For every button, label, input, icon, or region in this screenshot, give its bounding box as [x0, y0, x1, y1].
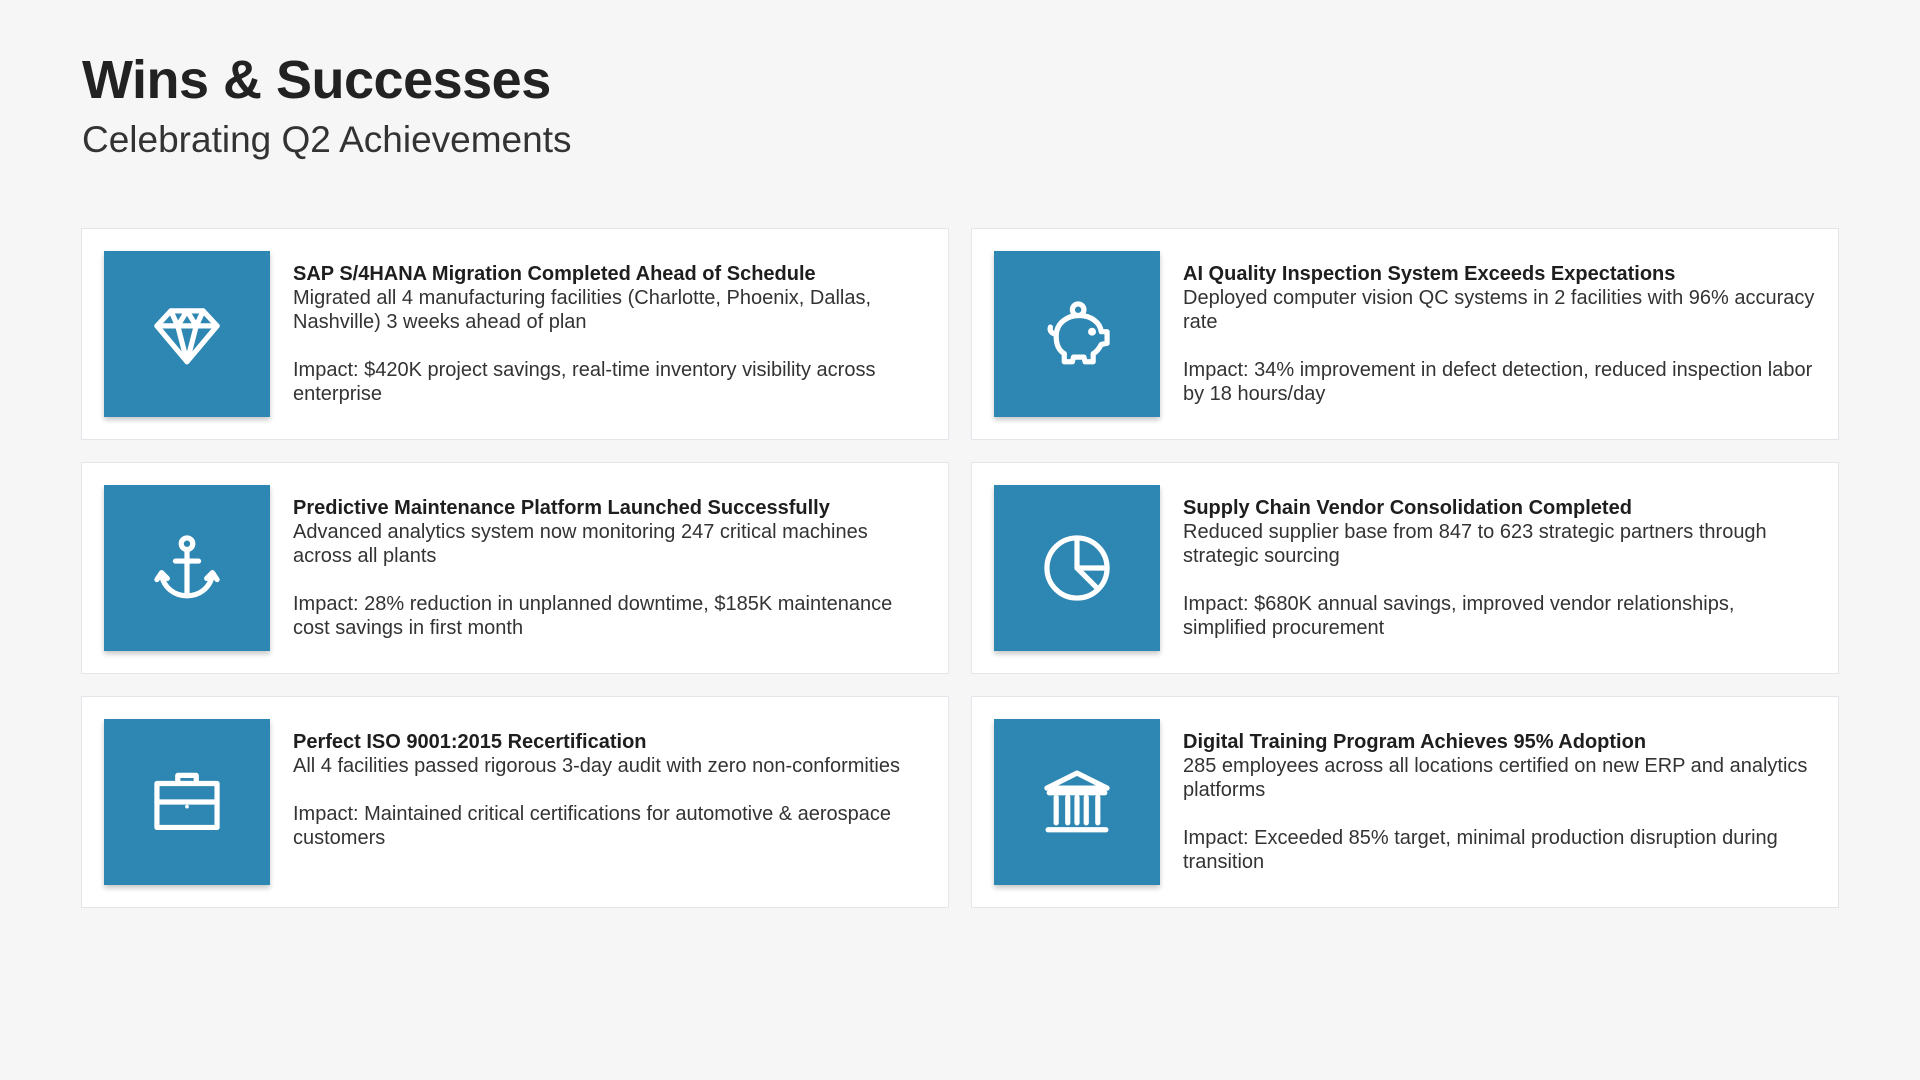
- win-description: Deployed computer vision QC systems in 2 facilities with 96% accuracy rate: [1183, 287, 1815, 333]
- bank-building-icon: [994, 719, 1160, 885]
- win-card: [81, 696, 949, 908]
- diamond-icon: [104, 251, 270, 417]
- win-impact: Impact: Maintained critical certifications for automotive & aerospace customers: [293, 803, 892, 849]
- win-impact: Impact: Exceeded 85% target, minimal production disruption during transition: [1183, 827, 1778, 873]
- win-title: Perfect ISO 9001:2015 Recertification: [293, 731, 647, 753]
- win-title: Digital Training Program Achieves 95% Adoption: [1183, 731, 1647, 753]
- win-title: AI Quality Inspection System Exceeds Expectations: [1183, 263, 1676, 285]
- win-description: Advanced analytics system now monitoring 247 critical machines across all plants: [293, 521, 868, 567]
- win-impact: Impact: $680K annual savings, improved vendor relationships, simplified procurement: [1183, 593, 1735, 639]
- win-card: [971, 462, 1839, 674]
- win-card: [971, 696, 1839, 908]
- wins-grid: [81, 228, 1841, 908]
- pie-chart-icon: [994, 485, 1160, 651]
- win-card: [81, 228, 949, 440]
- piggy-bank-icon: [994, 251, 1160, 417]
- win-impact: Impact: $420K project savings, real-time inventory visibility across enterprise: [293, 359, 876, 405]
- win-title: Predictive Maintenance Platform Launched Successfully: [293, 497, 830, 519]
- win-impact: Impact: 34% improvement in defect detection, reduced inspection labor by 18 hours/day: [1183, 359, 1813, 405]
- anchor-icon: [104, 485, 270, 651]
- page-subtitle: Celebrating Q2 Achievements: [82, 119, 572, 160]
- win-description: Migrated all 4 manufacturing facilities (Charlotte, Phoenix, Dallas, Nashville) 3 weeks ahead of plan: [293, 287, 872, 333]
- win-description: All 4 facilities passed rigorous 3-day audit with zero non-conformities: [293, 755, 900, 777]
- win-title: Supply Chain Vendor Consolidation Completed: [1183, 497, 1632, 519]
- win-title: SAP S/4HANA Migration Completed Ahead of Schedule: [293, 263, 816, 285]
- toolbox-icon: [104, 719, 270, 885]
- page-title: Wins & Successes: [82, 50, 551, 110]
- win-card: [81, 462, 949, 674]
- win-impact: Impact: 28% reduction in unplanned downtime, $185K maintenance cost savings in first month: [293, 593, 893, 639]
- win-card: [971, 228, 1839, 440]
- win-description: 285 employees across all locations certified on new ERP and analytics platforms: [1183, 755, 1808, 801]
- win-description: Reduced supplier base from 847 to 623 strategic partners through strategic sourcing: [1183, 521, 1767, 567]
